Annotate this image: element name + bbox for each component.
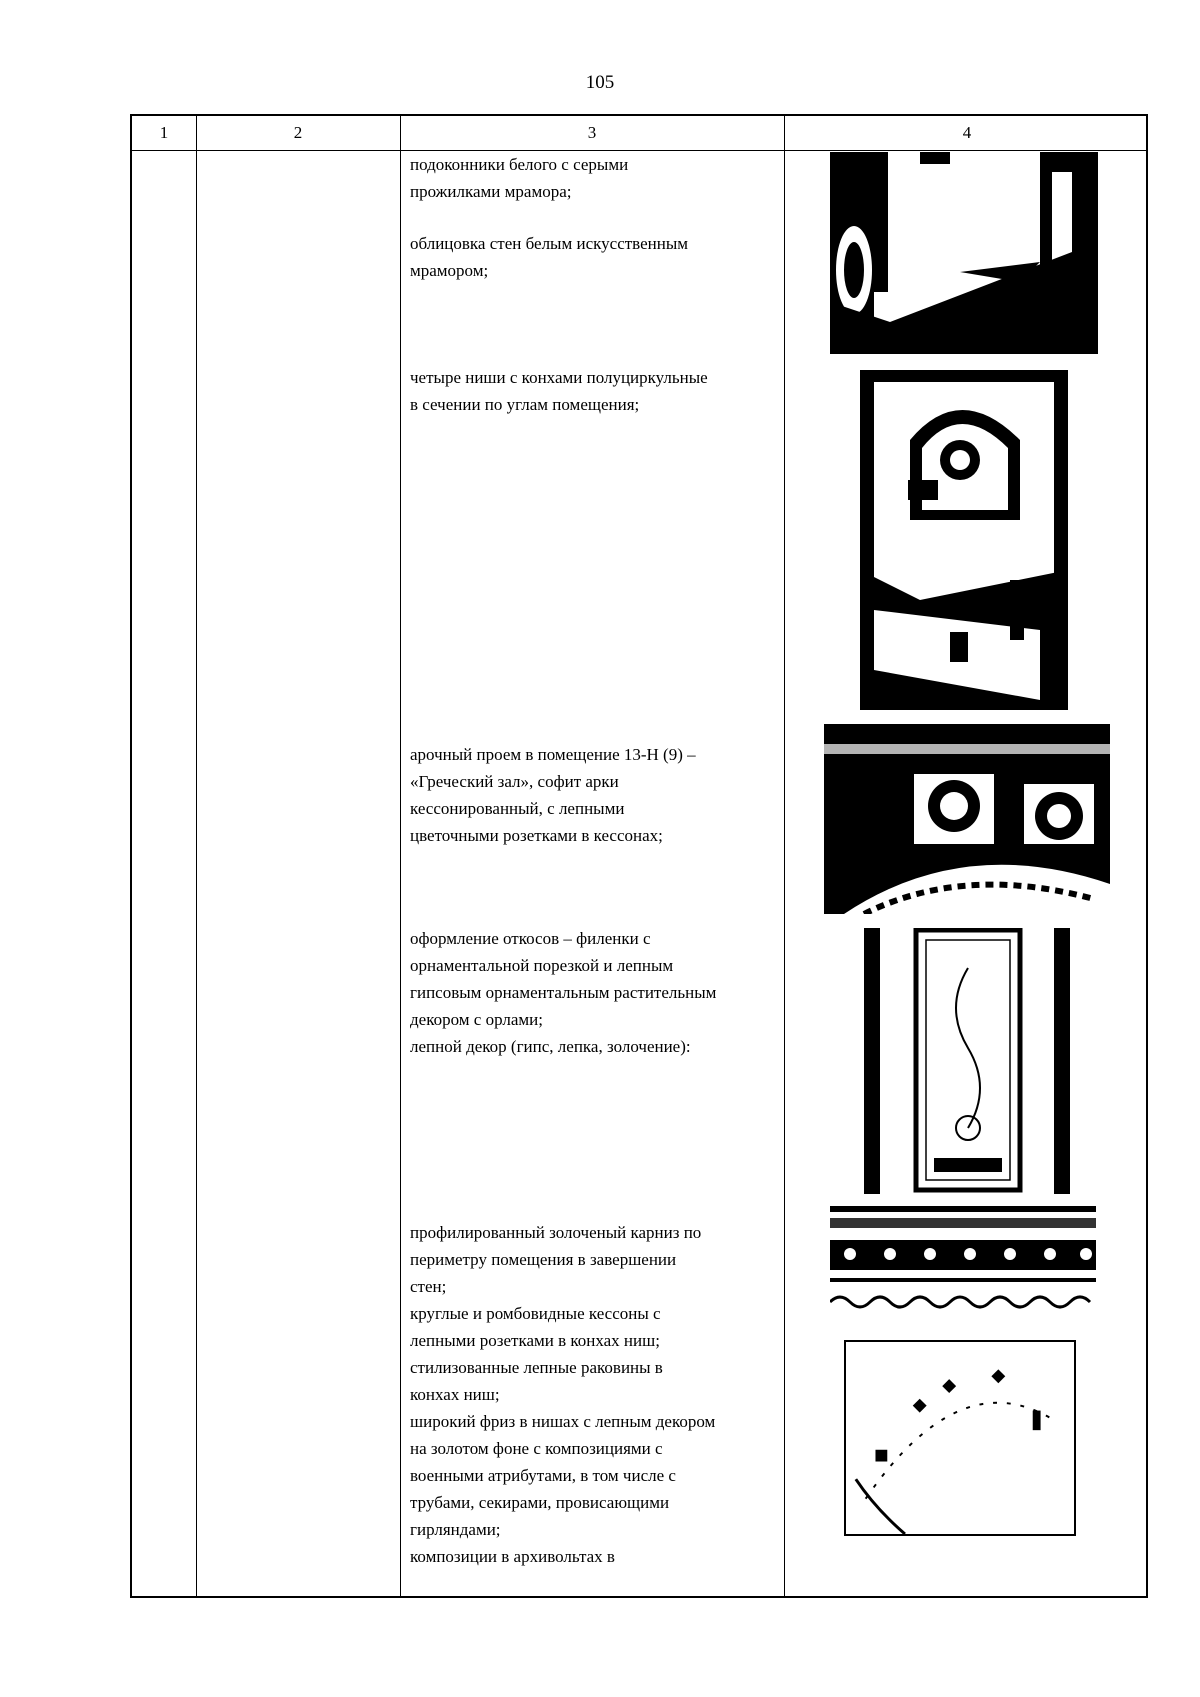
column-divider [196, 116, 197, 1596]
text-line: цветочными розетками в кессонах; [410, 826, 663, 845]
text-line: четыре ниши с конхами полуциркульные [410, 368, 708, 387]
text-line: на золотом фоне с композициями с [410, 1439, 663, 1458]
text-block-niches [410, 364, 780, 418]
text-line: лепными розетками в конхах ниш; [410, 1331, 660, 1350]
text-line: арочный проем в помещение 13-Н (9) – [410, 745, 696, 764]
text-line: гипсовым орнаментальным растительным [410, 983, 717, 1002]
text-line: мрамором; [410, 261, 489, 280]
header-col-1: 1 [159, 123, 169, 142]
text-line: военными атрибутами, в том числе с [410, 1466, 676, 1485]
text-line: орнаментальной порезкой и лепным [410, 956, 674, 975]
photo-reveal-panel [864, 928, 1070, 1194]
text-line: кессонированный, с лепными [410, 799, 625, 818]
text-line: лепной декор (гипс, лепка, золочение): [410, 1037, 691, 1056]
text-block-sills [410, 151, 780, 205]
text-line: конхах ниш; [410, 1385, 500, 1404]
text-line: подоконники белого с серыми [410, 155, 629, 174]
column-divider [400, 116, 401, 1596]
photo-corner-niche [860, 370, 1068, 710]
text-line: облицовка стен белым искусственным [410, 234, 689, 253]
text-block-reveals [410, 925, 780, 1060]
text-block-arch-opening [410, 741, 780, 849]
text-block-moulded-decor [410, 1219, 780, 1570]
column-divider [784, 116, 785, 1596]
text-line: периметру помещения в завершении [410, 1250, 677, 1269]
text-line: стилизованные лепные раковины в [410, 1358, 663, 1377]
photo-arch-soffit [824, 724, 1110, 914]
text-line: «Греческий зал», софит арки [410, 772, 619, 791]
text-line: стен; [410, 1277, 447, 1296]
text-line: декором с орлами; [410, 1010, 543, 1029]
text-line: трубами, секирами, провисающими [410, 1493, 670, 1512]
page-number: 105 [585, 72, 615, 93]
text-line: широкий фриз в нишах с лепным декором [410, 1412, 716, 1431]
photo-wall-marble [830, 152, 1098, 354]
header-col-2: 2 [293, 123, 303, 142]
text-line: композиции в архивольтах в [410, 1547, 615, 1566]
header-col-4: 4 [962, 123, 972, 142]
text-block-wall-cladding [410, 230, 780, 284]
photo-niche-conch [844, 1340, 1076, 1536]
text-line: в сечении по углам помещения; [410, 395, 640, 414]
text-line: оформление откосов – филенки с [410, 929, 651, 948]
text-line: круглые и ромбовидные кессоны с [410, 1304, 661, 1323]
text-line: прожилками мрамора; [410, 182, 572, 201]
header-col-3: 3 [587, 123, 597, 142]
photo-cornice [830, 1206, 1096, 1324]
text-line: профилированный золоченый карниз по [410, 1223, 702, 1242]
text-line: гирляндами; [410, 1520, 501, 1539]
